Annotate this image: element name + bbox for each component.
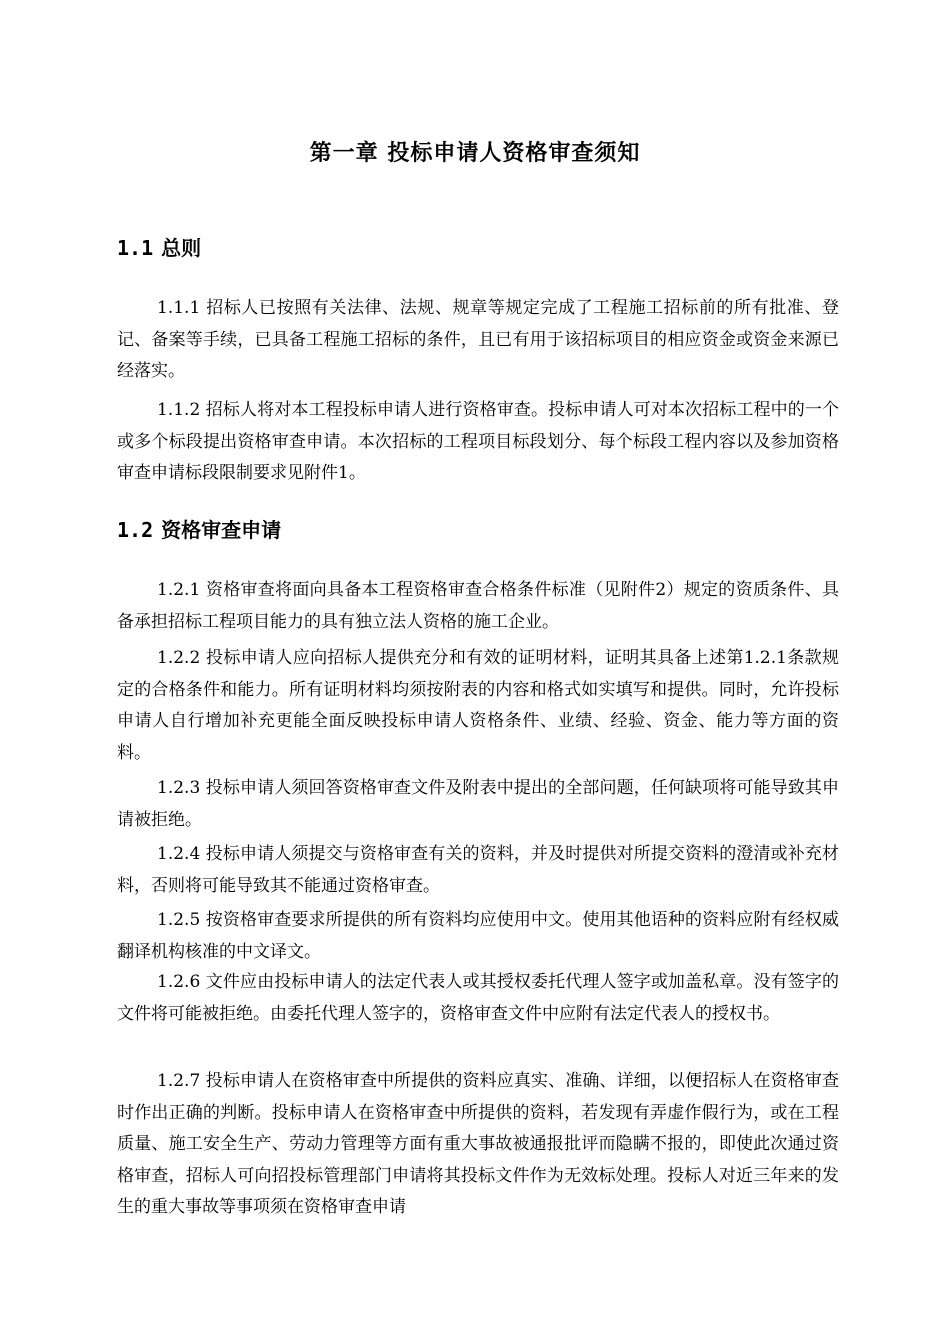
section-heading-1-2 bbox=[117, 514, 281, 543]
paragraph-1-2-3: 1.2.3 投标申请人须回答资格审查文件及附表中提出的全部问题，任何缺项将可能导致其申请被拒绝。 bbox=[117, 778, 839, 830]
paragraph-1-1-1: 1.1.1 招标人已按照有关法律、法规、规章等规定完成了工程施工招标前的所有批准、登记、备案等手续，已具备工程施工招标的条件，且已有用于该招标项目的相应资金或资金来源已经落实。 bbox=[117, 298, 839, 381]
paragraph-1-2-1: 1.2.1 资格审查将面向具备本工程资格审查合格条件标准（见附件2）规定的资质条件、具备承担招标工程项目能力的具有独立法人资格的施工企业。 bbox=[117, 580, 839, 632]
paragraph-1-1-2: 1.1.2 招标人将对本工程投标申请人进行资格审查。投标申请人可对本次招标工程中的一个或多个标段提出资格审查申请。本次招标的工程项目标段划分、每个标段工程内容以及参加资格审查申请标段限制要求见附件1。 bbox=[117, 400, 839, 483]
paragraph-1-2-2: 1.2.2 投标申请人应向招标人提供充分和有效的证明材料，证明其具备上述第1.2.1条款规定的合格条件和能力。所有证明材料均须按附表的内容和格式如实填写和提供。同时，允许投标申请人自行增加补充更能全面反映投标申请人资格条件、业绩、经验、资金、能力等方面的资料。 bbox=[117, 648, 839, 763]
section-number: 1.1 bbox=[117, 236, 154, 260]
paragraph-1-2-6: 1.2.6 文件应由投标申请人的法定代表人或其授权委托代理人签字或加盖私章。没有签字的文件将可能被拒绝。由委托代理人签字的，资格审查文件中应附有法定代表人的授权书。 bbox=[117, 972, 839, 1024]
chapter-title: 第一章 投标申请人资格审查须知 bbox=[309, 141, 641, 166]
section-title: 资格审查申请 bbox=[161, 518, 282, 542]
paragraph-1-2-4: 1.2.4 投标申请人须提交与资格审查有关的资料，并及时提供对所提交资料的澄清或补充材料，否则将可能导致其不能通过资格审查。 bbox=[117, 844, 839, 896]
paragraph-1-2-7: 1.2.7 投标申请人在资格审查中所提供的资料应真实、准确、详细，以便招标人在资格审查时作出正确的判断。投标申请人在资格审查中所提供的资料，若发现有弄虚作假行为，或在工程质量、施工安全生产、劳动力管理等方面有重大事故被通报批评而隐瞒不报的，即使此次通过资格审查，招标人可向招投标管理部门申请将其投标文件作为无效标处理。投标人对近三年来的发生的重大事故等事项须在资格审查申请 bbox=[117, 1071, 839, 1217]
paragraph-1-2-5: 1.2.5 按资格审查要求所提供的所有资料均应使用中文。使用其他语种的资料应附有经权威翻译机构核准的中文译文。 bbox=[117, 910, 839, 962]
section-number: 1.2 bbox=[117, 518, 154, 542]
section-heading-1-1 bbox=[117, 232, 201, 261]
section-title: 总则 bbox=[161, 236, 202, 260]
